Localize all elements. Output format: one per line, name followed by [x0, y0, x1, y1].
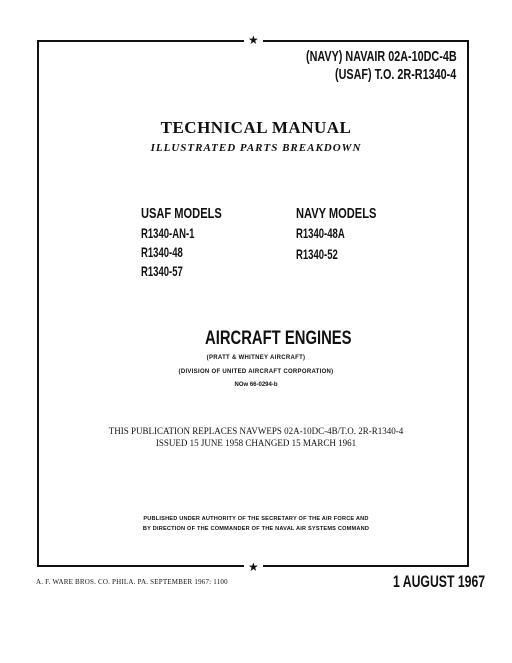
- usaf-document-number: (USAF) T.O. 2R-R1340-4: [335, 66, 457, 83]
- subject-heading: AIRCRAFT ENGINES: [205, 328, 352, 349]
- usaf-model-item: R1340-48: [141, 244, 183, 260]
- replaces-notice-line2: ISSUED 15 JUNE 1958 CHANGED 15 MARCH 1961: [155, 438, 357, 448]
- division-line: (DIVISION OF UNITED AIRCRAFT CORPORATION): [178, 369, 334, 375]
- bottom-star-icon: ★: [244, 561, 263, 573]
- main-title: TECHNICAL MANUAL: [160, 118, 352, 137]
- navy-model-item: R1340-48A: [296, 225, 345, 241]
- usaf-models-heading: USAF MODELS: [141, 205, 222, 222]
- navy-model-item: R1340-52: [296, 246, 338, 262]
- manufacturer-line: (PRATT & WHITNEY AIRCRAFT): [206, 355, 306, 361]
- usaf-model-item: R1340-57: [141, 263, 183, 279]
- publication-date: 1 AUGUST 1967: [393, 572, 486, 591]
- printer-imprint: A. F. WARE BROS. CO. PHILA. PA. SEPTEMBER 1967: 1100: [36, 578, 228, 586]
- sub-title: ILLUSTRATED PARTS BREAKDOWN: [150, 142, 362, 154]
- contract-number: NOw 66-0294-b: [234, 382, 278, 388]
- authority-line2: BY DIRECTION OF THE COMMANDER OF THE NAVAL AIR SYSTEMS COMMAND: [142, 526, 370, 532]
- replaces-notice-line1: THIS PUBLICATION REPLACES NAVWEPS 02A-10DC-4B/T.O. 2R-R1340-4: [108, 426, 404, 436]
- usaf-model-item: R1340-AN-1: [141, 225, 195, 241]
- authority-line1: PUBLISHED UNDER AUTHORITY OF THE SECRETARY OF THE AIR FORCE AND: [143, 516, 369, 522]
- top-star-icon: ★: [244, 34, 263, 46]
- navy-models-heading: NAVY MODELS: [296, 205, 377, 222]
- navy-document-number: (NAVY) NAVAIR 02A-10DC-4B: [306, 48, 457, 65]
